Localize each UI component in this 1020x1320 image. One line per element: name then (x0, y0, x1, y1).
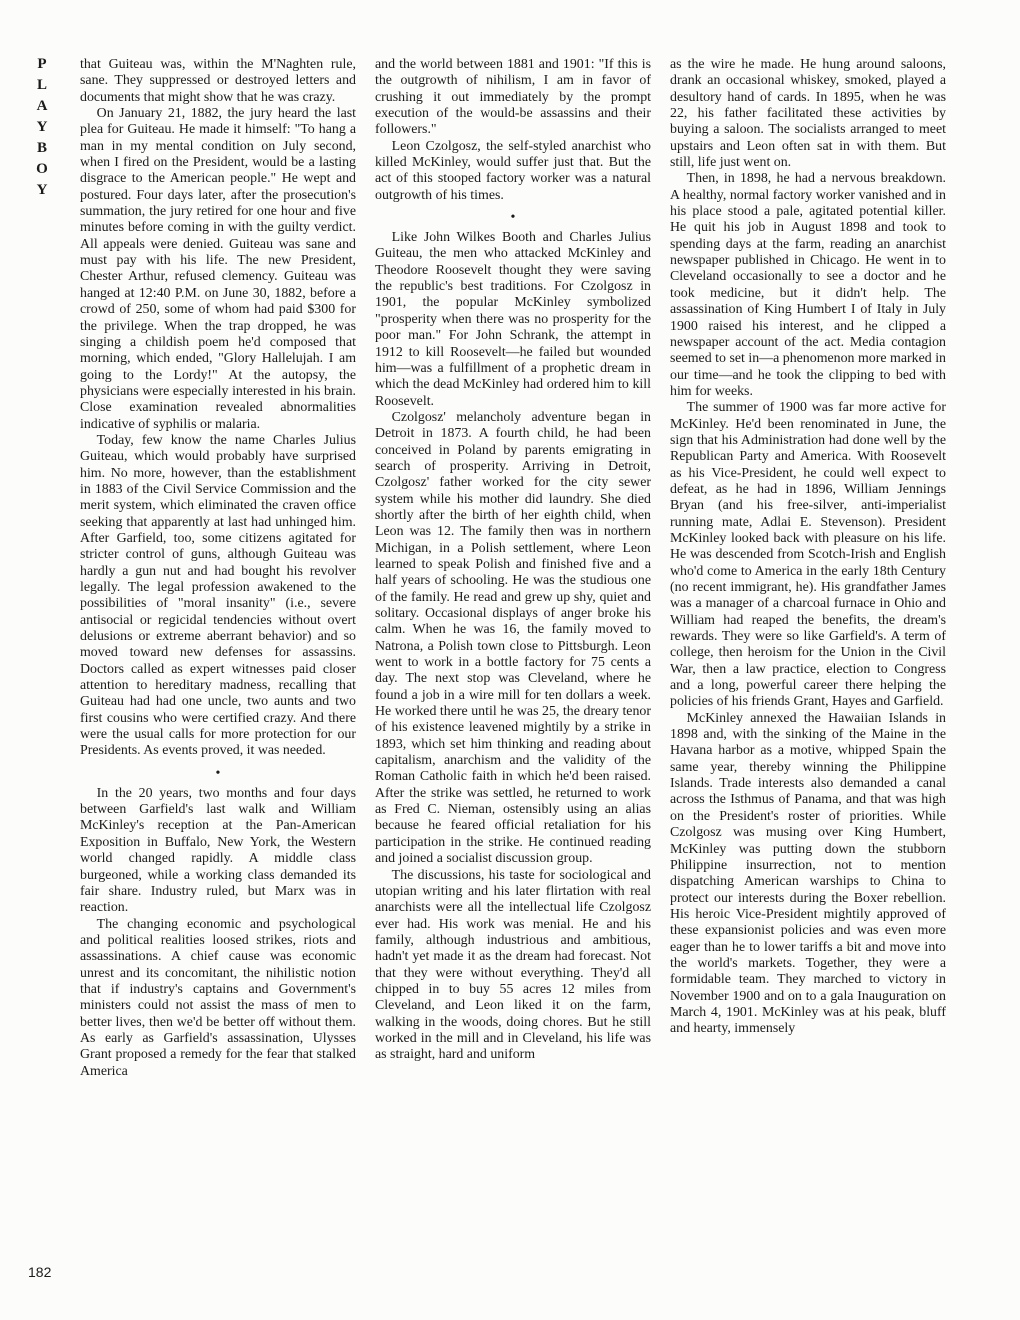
article-column-1 (80, 57, 356, 1287)
magazine-letter: Y (36, 182, 48, 198)
magazine-name-vertical (32, 54, 52, 201)
paragraph: In the 20 years, two months and four days between Garfield's last walk and William McKinley's reception at the Pan-American Exposition in Buffalo, New York, the Western world changed rapidly. A middle class burgeoned, while a working class demanded its fair share. Industry ruled, but Marx was in reaction. (80, 785, 356, 916)
magazine-letter: O (36, 161, 48, 177)
paragraph: Czolgosz' melancholy adventure began in Detroit in 1873. A fourth child, he had been conceived in Poland by parents emigrating in search of prosperity. Arriving in Detroit, Czolgosz' father worked for the city sewer system while his mother did laundry. She died shortly after the birth of her eighth child, when Leon was 12. The family then was in northern Michigan, in a Polish settlement, where Leon learned to speak Polish and finished five and a half years of schooling. He was the studious one of the family. He read and grew up shy, quiet and solitary. Occasional displays of anger broke his calm. When he was 16, the family moved to Natrona, a Polish town close to Pittsburgh. Leon went to work in a bottle factory for 75 cents a day. The next stop was Cleveland, where he found a job in a wire mill for ten dollars a week. He worked there until he was 25, the dreary tenor of his existence leavened mightily by a strike in 1893, which set him thinking and reading about capitalism, anarchism and the validity of the Roman Catholic faith in which he'd been raised. After the strike was settled, he returned to work as Fred C. Nieman, ostensibly using an alias because he feared official retaliation for his participation in the strike. He continued reading and joined a socialist discussion group. (375, 409, 651, 867)
magazine-letter: L (36, 77, 47, 93)
section-divider-bullet: • (510, 210, 516, 226)
magazine-letter: Y (36, 119, 48, 135)
paragraph: Like John Wilkes Booth and Charles Julius Guiteau, the men who attacked McKinley and Theodore Roosevelt thought they were saving the republic's best traditions. For Czolgosz in 1901, the popular McKinley symbolized "prosperity when there was no prosperity for the poor man." For John Schrank, the attempt in 1912 to kill Roosevelt—he failed but wounded him—was a fulfillment of a prophetic dream in which the dead McKinley had ordered him to kill Roosevelt. (375, 230, 651, 409)
magazine-letter: A (36, 98, 48, 114)
paragraph: Leon Czolgosz, the self-styled anarchist who killed McKinley, would suffer just that. But the act of this stooped factory worker was a natural outgrowth of his times. (375, 138, 651, 203)
magazine-letter: P (37, 56, 47, 72)
paragraph: On January 21, 1882, the jury heard the last plea for Guiteau. He made it himself: "To hang a man in my mental condition on July second, when I fired on the President, would be a lasting disgrace to the American people." He wept and postured. Four days later, after the prosecution's summation, the jury retired for one hour and five minutes before coming in with the guilty verdict. All appeals were denied. Guiteau was sane and must pay with his life. The new President, Chester Arthur, refused clemency. Guiteau was hanged at 12:40 P.M. on June 30, 1882, before a crowd of 250, some of whom had paid $300 for the privilege. When the trap dropped, he was singing a childish poem he'd composed that morning, which ended, "Glory Hallelujah. I am going to the Lordy!" At the autopsy, the physicians were especially interested in his brain. Close examination revealed abnormalities indicative of syphilis or malaria. (80, 106, 356, 432)
paragraph: as the wire he made. He hung around saloons, drank an occasional whiskey, smoked, played a desultory hand of cards. In 1895, when he was 22, his father facilitated these activities by buying a saloon. The socialists arranged to meet upstairs and Leon often sat in with them. But still, life just went on. (670, 57, 946, 171)
article-column-3 (670, 57, 946, 1287)
section-divider-bullet: • (215, 765, 221, 781)
paragraph: Today, few know the name Charles Julius Guiteau, which would probably have surprised him. No more, however, than the establishment in 1883 of the Civil Service Commission and the merit system, which eliminated the craven office seeking that apparently at last had unhinged him. After Garfield, too, some citizens agitated for stricter control of guns, although Guiteau was hardly a gun nut and had bought his revolver legally. The legal profession awakened to the possibilities of "moral insanity" (i.e., severe antisocial or regicidal tendencies without overt delusions or extreme aberrant behavior) and so moved toward new defenses for assassins. Doctors called as expert witnesses paid closer attention to hereditary madness, recalling that Guiteau had had one uncle, two aunts and two first cousins who were certified crazy. And there were the usual calls for more protection for our Presidents. As events proved, it was needed. (80, 432, 356, 759)
paragraph: that Guiteau was, within the M'Naghten rule, sane. They suppressed or destroyed letters and documents that might show that he was crazy. (80, 57, 356, 105)
paragraph: The changing economic and psychological and political realities loosed strikes, riots and assassinations. A chief cause was economic unrest and its concomitant, the nihilistic notion that if industry's captains and Government's ministers could not assist the mass of men to better lives, then we'd be better off without them. As early as Garfield's assassination, Ulysses Grant proposed a remedy for the fear that stalked America (80, 916, 356, 1079)
magazine-letter: B (36, 140, 47, 156)
paragraph: The discussions, his taste for sociological and utopian writing and his later flirtation with real anarchists were all the intellectual life Czolgosz ever had. His work was menial. He and his family, although industrious and ambitious, hadn't yet made it as the dream had forecast. Not that they were without everything. They'd all chipped in to buy 55 acres 12 miles from Cleveland, and Leon liked it on the farm, walking in the woods, doing chores. But he still worked in the mill and in Cleveland, his life was as straight, hard and uniform (375, 867, 651, 1063)
paragraph: The summer of 1900 was far more active for McKinley. He'd been renominated in June, the sign that his Administration had done well by the Republican Party and America. With Roosevelt as his Vice-President, he could well expect to defeat, as he had in 1896, William Jennings Bryan (and his free-silver, anti-imperialist running mate, Adlai E. Stevenson). President McKinley looked back with pleasure on his life. He was descended from Scotch-Irish and English who'd come to America in the early 18th Century (no recent immigrant, he). His grandfather James was a manager of a charcoal furnace in Ohio and William had reaped the benefits, the dream's rewards. They were so like Garfield's. A term of college, then heroism for the Union in the Civil War, then a law practice, election to Congress and a long, powerful career there helping the policies of his friends Grant, Hayes and Garfield. (670, 400, 946, 710)
paragraph: McKinley annexed the Hawaiian Islands in 1898 and, with the sinking of the Maine in the Havana harbor as a motive, whipped Spain the same year, thereby winning the Philippine Islands. Trade interests also demanded a canal across the Isthmus of Panama, and that was high on the President's roster of priorities. While Czolgosz was musing over King Humbert, McKinley was putting down the stubborn Philippine insurrection, not to mention dispatching American warships to China to protect our interests during the Boxer rebellion. His heroic Vice-President mightily approved of these expansionist policies and was even more eager than he to lower tariffs a bit and move into the world's markets. Together, they were a formidable team. They marched to victory in November 1900 and on to a gala Inauguration on March 4, 1901. McKinley was at his peak, bluff and hearty, immensely (670, 710, 946, 1037)
paragraph: Then, in 1898, he had a nervous breakdown. A healthy, normal factory worker vanished and in his place stood a pale, agitated potential killer. He quit his job in August 1898 and took to spending days at the farm, reading an anarchist newspaper published in Chicago. He went in to Cleveland occasionally to see a doctor and he took medicine, but it didn't help. The assassination of King Humbert I of Italy in July 1900 raised his interest, and he clipped a newspaper account of the act. Media contagion seemed to set in—a phenomenon more marked in our time—and he took the clipping to bed with him for weeks. (670, 171, 946, 399)
article-column-2 (375, 57, 651, 1287)
page-number: 182 (28, 1264, 52, 1280)
paragraph: and the world between 1881 and 1901: "If this is the outgrowth of nihilism, I am in favor of crushing it out immediately by the prompt execution of the would-be assassins and their followers." (375, 57, 651, 138)
